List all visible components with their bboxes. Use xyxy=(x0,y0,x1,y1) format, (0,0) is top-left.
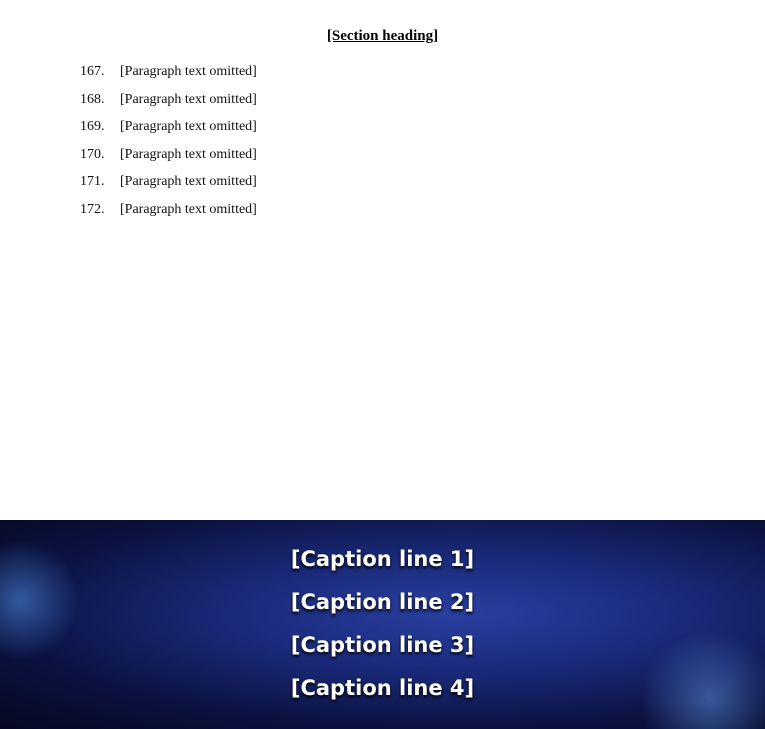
caption-line: [Caption line 3] xyxy=(290,633,475,657)
paragraph-text: [Paragraph text omitted] xyxy=(120,201,257,217)
numbered-paragraph xyxy=(80,141,696,169)
numbered-paragraph xyxy=(80,86,696,114)
paragraph-number: 170. xyxy=(80,146,105,162)
paragraph-list xyxy=(80,58,696,223)
caption-line: [Caption line 2] xyxy=(290,590,475,614)
caption-banner xyxy=(0,520,765,729)
section-heading: [Section heading] xyxy=(326,28,439,44)
paragraph-text: [Paragraph text omitted] xyxy=(120,146,257,162)
paragraph-number: 171. xyxy=(80,174,105,189)
numbered-paragraph xyxy=(80,113,696,141)
numbered-paragraph xyxy=(80,58,696,86)
paragraph-number: 169. xyxy=(80,119,105,134)
paragraph-text: [Paragraph text omitted] xyxy=(120,119,257,134)
caption-line: [Caption line 1] xyxy=(290,547,475,571)
paragraph-number: 168. xyxy=(80,91,105,107)
paragraph-number: 172. xyxy=(80,201,105,217)
numbered-paragraph xyxy=(80,196,696,224)
paragraph-number: 167. xyxy=(80,64,105,79)
numbered-paragraph xyxy=(80,168,696,196)
paragraph-text: [Paragraph text omitted] xyxy=(120,91,257,107)
caption-lines xyxy=(0,538,765,710)
paragraph-text: [Paragraph text omitted] xyxy=(120,174,257,189)
paragraph-text: [Paragraph text omitted] xyxy=(120,64,257,79)
caption-line: [Caption line 4] xyxy=(290,676,475,700)
